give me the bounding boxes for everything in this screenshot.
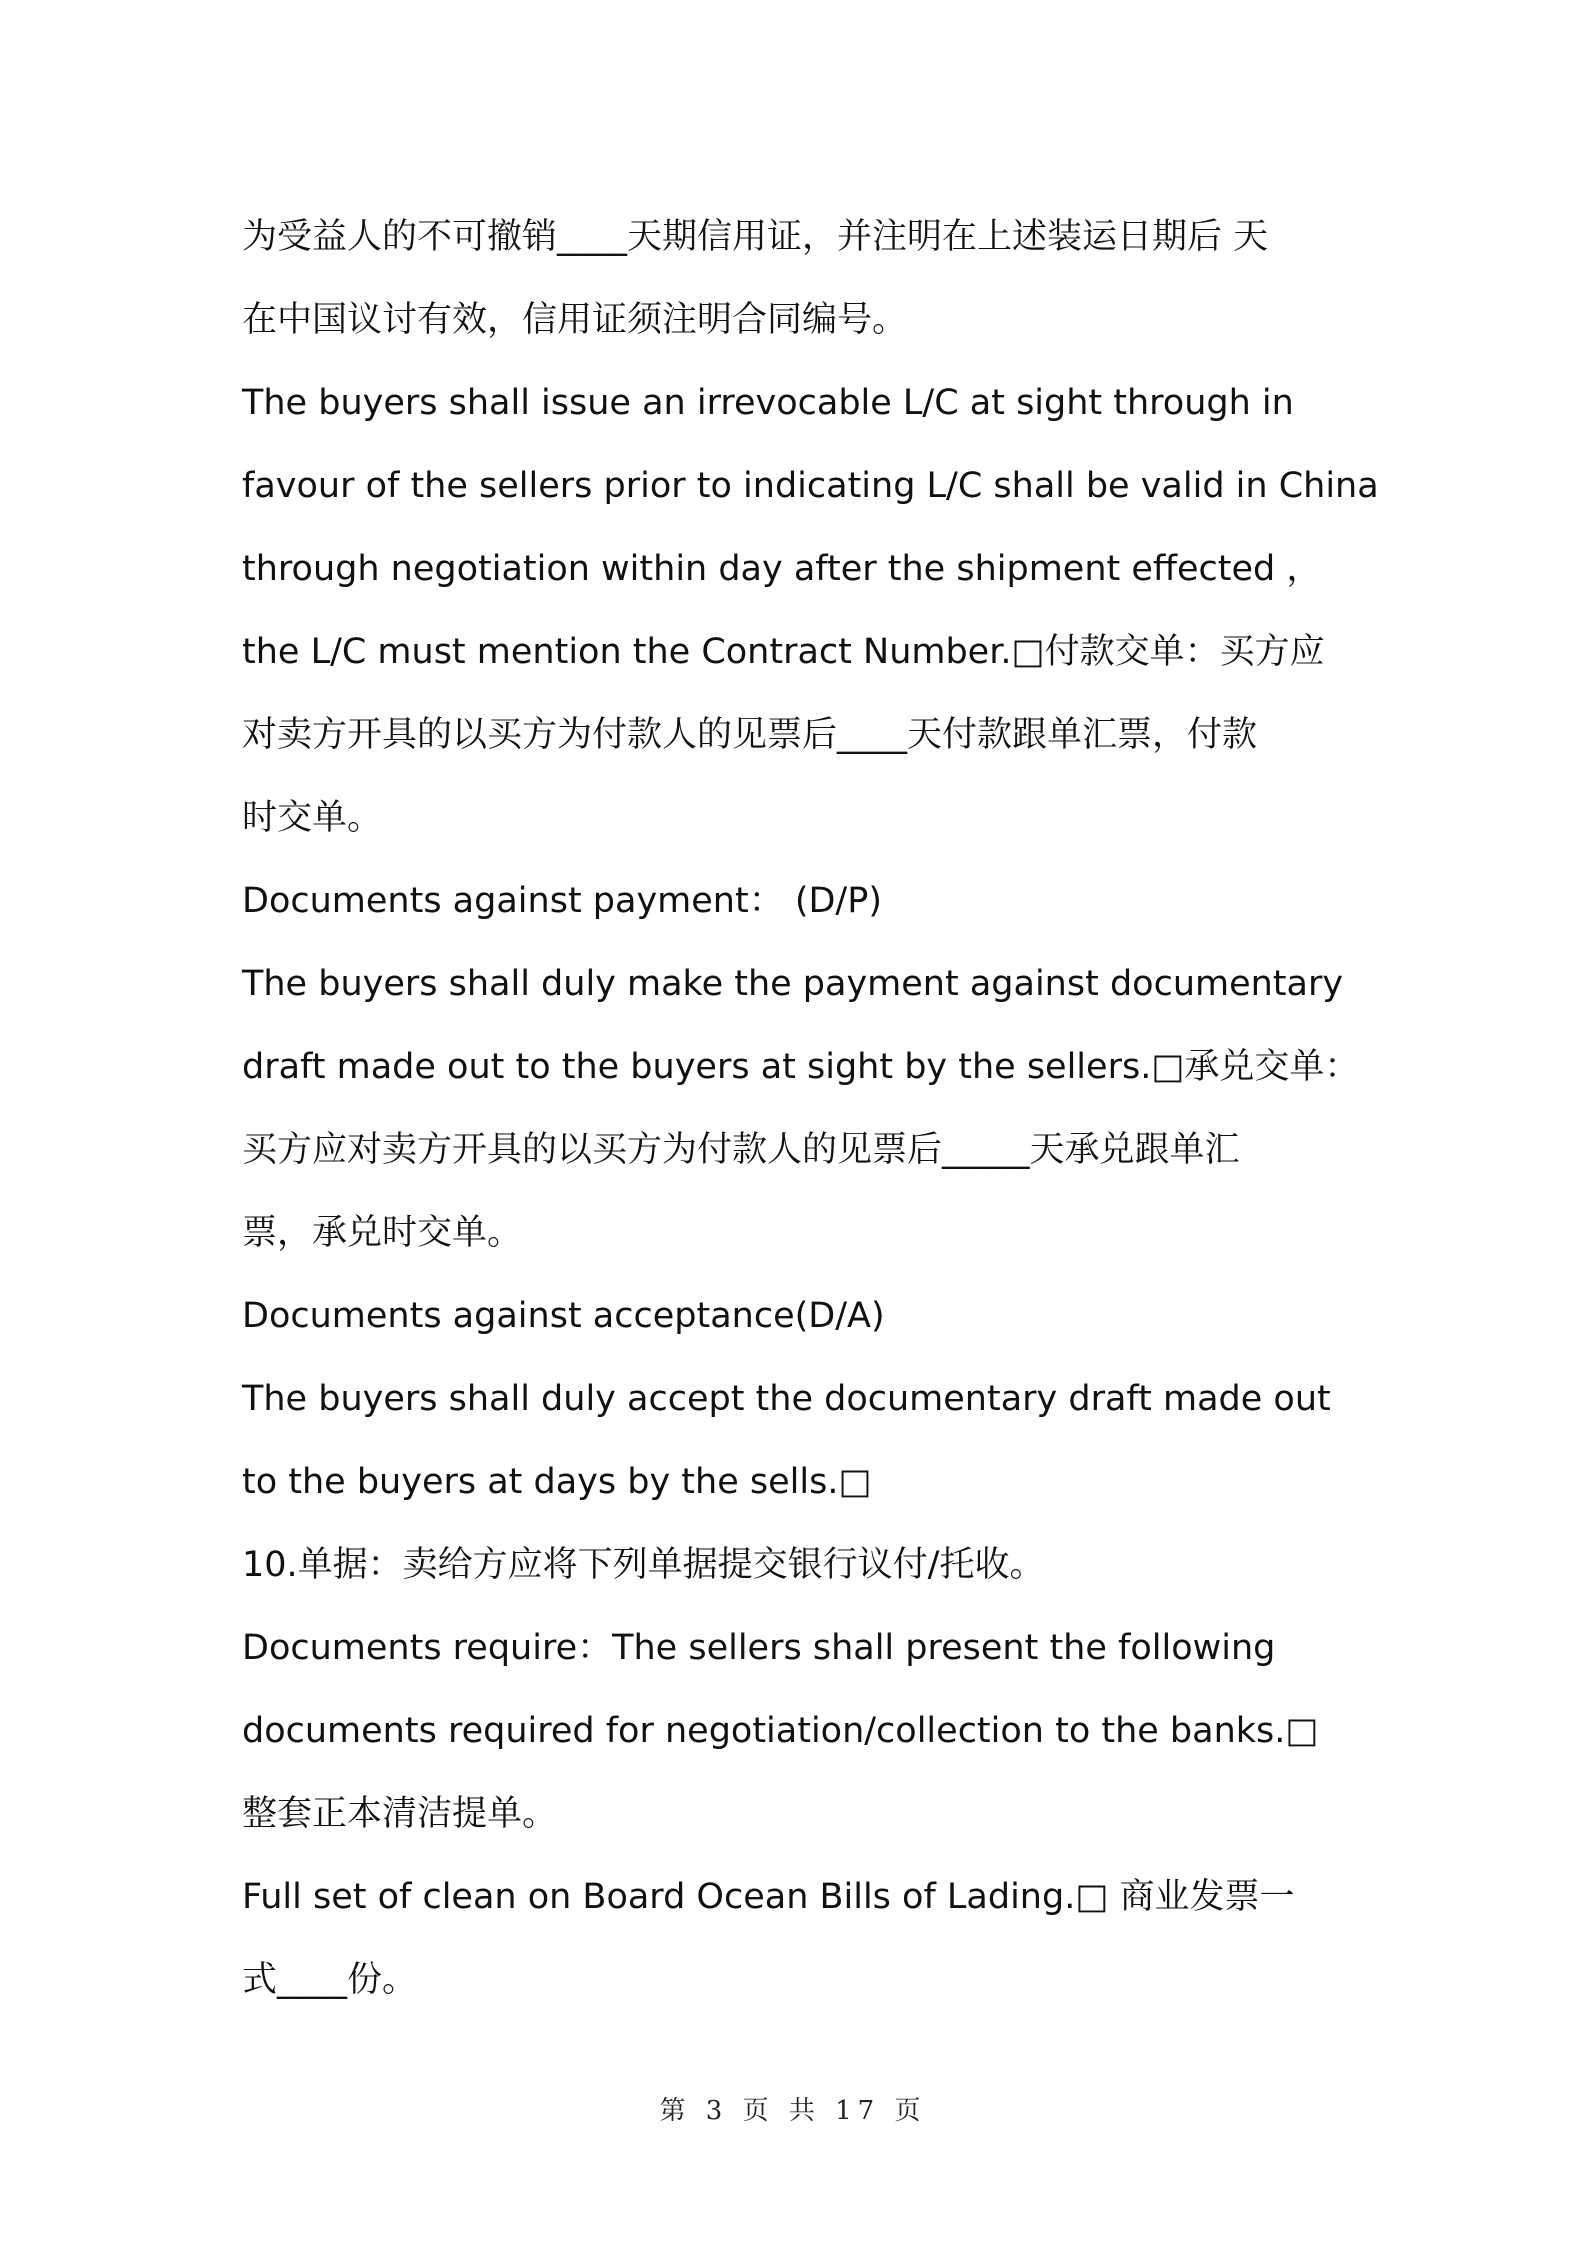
- text-line: 10.单据：卖给方应将下列单据提交银行议付/托收。: [242, 1545, 1045, 1585]
- text-line: Documents require：The sellers shall present the following: [242, 1628, 1276, 1668]
- text-line: Full set of clean on Board Ocean Bills of Lading.□ 商业发票一: [242, 1877, 1295, 1917]
- text-line: The buyers shall duly accept the documentary draft made out: [242, 1379, 1331, 1419]
- text-line: draft made out to the buyers at sight by the sellers.□承兑交单：: [242, 1047, 1360, 1087]
- text-line: 整套正本清洁提单。: [242, 1794, 558, 1834]
- text-line: 时交单。: [242, 798, 383, 838]
- text-line: The buyers shall issue an irrevocable L/C at sight through in: [242, 383, 1294, 423]
- text-line: the L/C must mention the Contract Number.□付款交单：买方应: [242, 632, 1325, 672]
- text-line: 为受益人的不可撤销____天期信用证，并注明在上述装运日期后 天: [242, 217, 1269, 257]
- text-line: 票，承兑时交单。: [242, 1213, 523, 1253]
- text-line: Documents against payment： (D/P): [242, 881, 882, 921]
- text-line: to the buyers at days by the sells.□: [242, 1462, 872, 1502]
- text-line: The buyers shall duly make the payment against documentary: [242, 964, 1344, 1004]
- text-line: 买方应对卖方开具的以买方为付款人的见票后_____天承兑跟单汇: [242, 1130, 1240, 1170]
- document-body: [242, 196, 1379, 2022]
- text-line: documents required for negotiation/collection to the banks.□: [242, 1711, 1319, 1751]
- text-line: 对卖方开具的以买方为付款人的见票后____天付款跟单汇票，付款: [242, 715, 1258, 755]
- text-line: favour of the sellers prior to indicating L/C shall be valid in China: [242, 466, 1379, 506]
- text-line: Documents against acceptance(D/A): [242, 1296, 885, 1336]
- text-line: 式____份。: [242, 1960, 418, 2000]
- page-number-footer: 第 3 页 共 17 页: [659, 2096, 927, 2126]
- text-line: 在中国议讨有效，信用证须注明合同编号。: [242, 300, 908, 340]
- text-line: through negotiation within day after the shipment effected ，: [242, 549, 1322, 589]
